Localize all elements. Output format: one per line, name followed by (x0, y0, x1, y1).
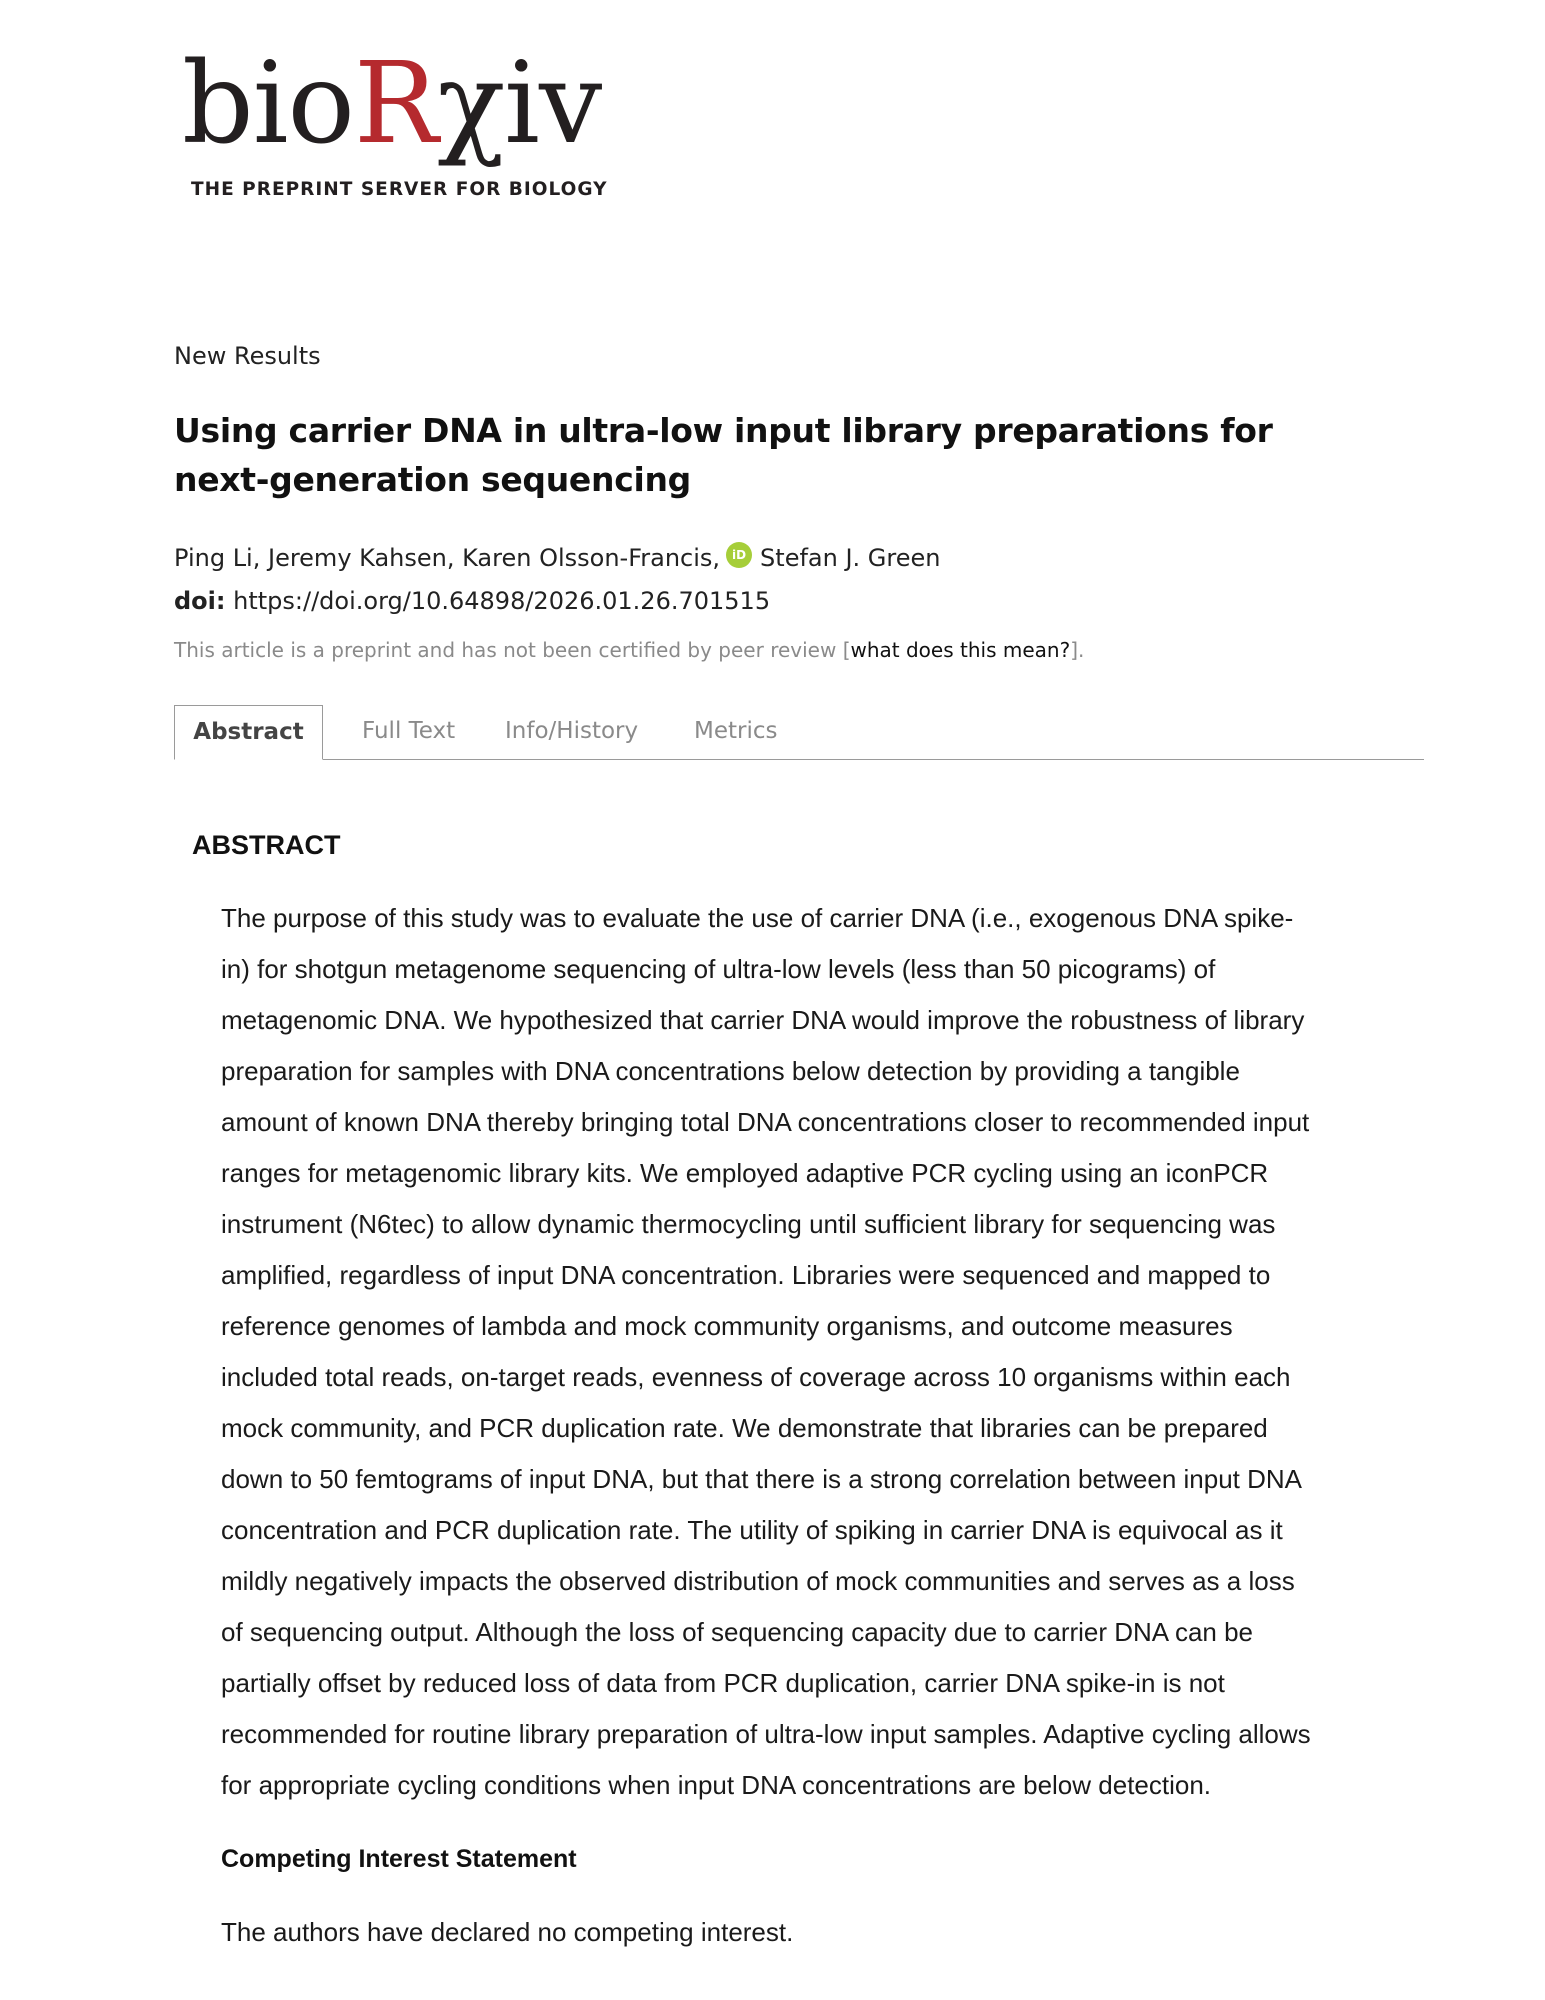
abstract-line: amount of known DNA thereby bringing total DNA concentrations closer to recommended input (221, 1107, 1310, 1137)
tab-abstract[interactable]: Abstract (174, 705, 323, 760)
author-name-orcid[interactable]: Stefan J. Green (760, 544, 941, 572)
abstract-line: ranges for metagenomic library kits. We employed adaptive PCR cycling using an iconPCR (221, 1158, 1269, 1188)
abstract-line: recommended for routine library preparation of ultra-low input samples. Adaptive cycling allows (221, 1719, 1311, 1749)
logo-tagline: THE PREPRINT SERVER FOR BIOLOGY (191, 179, 608, 200)
tab-full-text[interactable]: Full Text (362, 718, 456, 744)
tab-metrics[interactable]: Metrics (694, 718, 778, 744)
abstract-line: included total reads, on-target reads, evenness of coverage across 10 organisms within each (221, 1362, 1291, 1392)
abstract-line: in) for shotgun metagenome sequencing of ultra-low levels (less than 50 picograms) of (221, 954, 1216, 984)
article-title: Using carrier DNA in ultra-low input library preparations for next-generation sequencing (174, 411, 1273, 499)
what-does-this-mean-link[interactable]: what does this mean? (850, 638, 1071, 662)
abstract-line: amplified, regardless of input DNA concentration. Libraries were sequenced and mapped to (221, 1260, 1271, 1290)
abstract-line: of sequencing output. Although the loss of sequencing capacity due to carrier DNA can be (221, 1617, 1254, 1647)
doi-link[interactable]: https://doi.org/10.64898/2026.01.26.701515 (233, 587, 771, 615)
abstract-text (221, 893, 1399, 1811)
article-type: New Results (174, 342, 321, 370)
abstract-heading: ABSTRACT (192, 830, 341, 860)
abstract-line: down to 50 femtograms of input DNA, but that there is a strong correlation between input DNA (221, 1464, 1303, 1494)
abstract-line: preparation for samples with DNA concentrations below detection by providing a tangible (221, 1056, 1240, 1086)
abstract-line: reference genomes of lambda and mock community organisms, and outcome measures (221, 1311, 1233, 1341)
abstract-line: metagenomic DNA. We hypothesized that carrier DNA would improve the robustness of library (221, 1005, 1305, 1035)
abstract-line: The purpose of this study was to evaluate the use of carrier DNA (i.e., exogenous DNA spike- (221, 903, 1294, 933)
competing-interest-text: The authors have declared no competing interest. (221, 1917, 794, 1947)
preprint-disclaimer (174, 638, 1084, 662)
article-tabs (174, 705, 1424, 760)
author-names[interactable]: Ping Li, Jeremy Kahsen, Karen Olsson-Francis, (174, 544, 721, 572)
logo-word-r: R (353, 39, 438, 169)
author-list (174, 544, 940, 572)
abstract-line: concentration and PCR duplication rate. The utility of spiking in carrier DNA is equivocal as it (221, 1515, 1283, 1545)
tab-info-history[interactable]: Info/History (505, 718, 639, 744)
logo-word-part: bio (182, 39, 354, 169)
orcid-icon[interactable]: iD (726, 542, 752, 568)
logo-wordmark (182, 39, 602, 169)
doi-label: doi: (174, 587, 226, 615)
competing-interest-heading: Competing Interest Statement (221, 1845, 577, 1873)
abstract-line: mildly negatively impacts the observed distribution of mock communities and serves as a loss (221, 1566, 1295, 1596)
biorxiv-logo[interactable] (182, 39, 608, 208)
disclaimer-text: This article is a preprint and has not been certified by peer review [ (174, 638, 851, 662)
abstract-line: for appropriate cycling conditions when input DNA concentrations are below detection. (221, 1770, 1212, 1800)
abstract-line: instrument (N6tec) to allow dynamic thermocycling until sufficient library for sequencing was (221, 1209, 1276, 1239)
doi-line (174, 587, 770, 615)
disclaimer-suffix: ]. (1070, 638, 1085, 662)
abstract-line: mock community, and PCR duplication rate. We demonstrate that libraries can be prepared (221, 1413, 1268, 1443)
logo-word-part: χiv (437, 39, 602, 169)
abstract-line: partially offset by reduced loss of data from PCR duplication, carrier DNA spike-in is not (221, 1668, 1225, 1698)
